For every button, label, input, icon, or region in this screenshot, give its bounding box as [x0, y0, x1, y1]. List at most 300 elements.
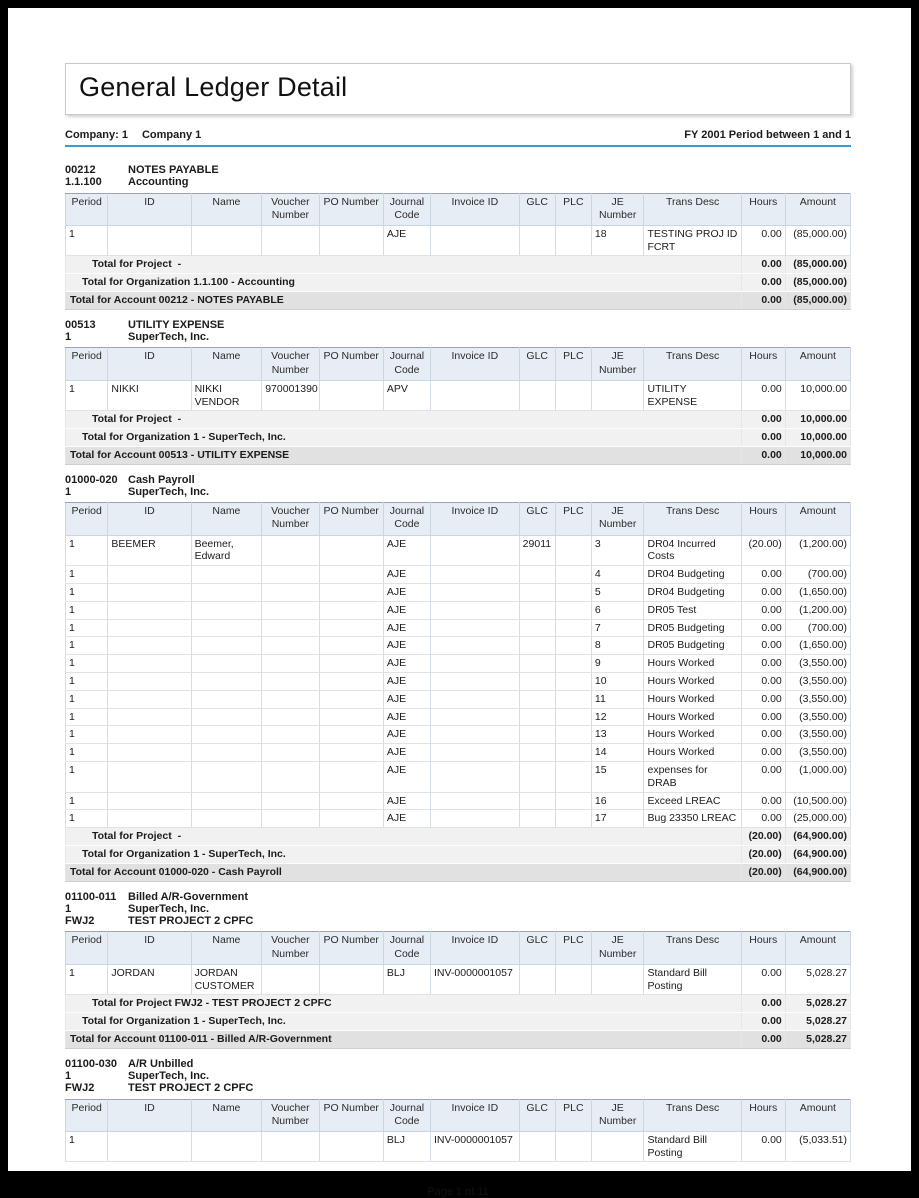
- name-cell: [191, 225, 262, 256]
- voucher-cell: [262, 964, 319, 995]
- column-header-plc: PLC: [555, 193, 591, 225]
- total-label: Total for Organization 1.1.100 - Accounting: [66, 274, 742, 292]
- total-hours: 0.00: [741, 292, 785, 310]
- invoice-cell: [430, 810, 519, 828]
- voucher-cell: [262, 792, 319, 810]
- desc-cell: Standard Bill Posting: [644, 1131, 741, 1162]
- plc-cell: [555, 637, 591, 655]
- period-cell: 1: [66, 566, 108, 584]
- je-cell: 5: [591, 583, 644, 601]
- sections-container: [65, 164, 851, 1162]
- column-header-glc: GLC: [519, 503, 555, 535]
- glc-cell: [519, 964, 555, 995]
- id-cell: [108, 690, 191, 708]
- amount-cell: (5,033.51): [785, 1131, 850, 1162]
- voucher-cell: [262, 761, 319, 792]
- column-header-amount: Amount: [785, 193, 850, 225]
- account-section: [65, 1058, 851, 1163]
- plc-cell: [555, 726, 591, 744]
- account-code: 1: [65, 902, 72, 915]
- column-header-voucher: Voucher Number: [262, 503, 319, 535]
- total-hours: 0.00: [741, 256, 785, 274]
- total-label: Total for Project -: [66, 828, 742, 846]
- po-cell: [319, 708, 383, 726]
- amount-cell: (3,550.00): [785, 726, 850, 744]
- id-cell: [108, 619, 191, 637]
- je-cell: [591, 964, 644, 995]
- period-cell: 1: [66, 1131, 108, 1162]
- invoice-cell: [430, 744, 519, 762]
- journal-cell: BLJ: [383, 964, 430, 995]
- column-header-po: PO Number: [319, 503, 383, 535]
- total-hours: 0.00: [741, 995, 785, 1013]
- column-header-id: ID: [108, 1099, 191, 1131]
- po-cell: [319, 655, 383, 673]
- plc-cell: [555, 225, 591, 256]
- total-row-org: [66, 845, 851, 863]
- je-cell: 17: [591, 810, 644, 828]
- column-header-row: [66, 348, 851, 380]
- po-cell: [319, 601, 383, 619]
- voucher-cell: [262, 566, 319, 584]
- amount-cell: 10,000.00: [785, 380, 850, 411]
- account-name: SuperTech, Inc.: [128, 331, 210, 344]
- ledger-row: [66, 761, 851, 792]
- voucher-cell: [262, 637, 319, 655]
- glc-cell: [519, 708, 555, 726]
- ledger-table: [65, 1099, 851, 1163]
- hours-cell: 0.00: [741, 380, 785, 411]
- ledger-row: [66, 810, 851, 828]
- invoice-cell: [430, 566, 519, 584]
- column-header-name: Name: [191, 932, 262, 964]
- account-name: SuperTech, Inc.: [128, 902, 210, 915]
- account-code: 1: [65, 486, 72, 499]
- column-header-journal: Journal Code: [383, 503, 430, 535]
- voucher-cell: [262, 619, 319, 637]
- amount-cell: (25,000.00): [785, 810, 850, 828]
- plc-cell: [555, 690, 591, 708]
- total-row-account: [66, 292, 851, 310]
- name-cell: [191, 583, 262, 601]
- total-label: Total for Organization 1 - SuperTech, Inc.: [66, 1013, 742, 1031]
- po-cell: [319, 792, 383, 810]
- plc-cell: [555, 535, 591, 566]
- name-cell: [191, 672, 262, 690]
- glc-cell: [519, 225, 555, 256]
- id-cell: [108, 655, 191, 673]
- desc-cell: Hours Worked: [644, 655, 741, 673]
- account-name: UTILITY EXPENSE: [128, 318, 225, 331]
- ledger-row: [66, 1131, 851, 1162]
- ledger-row: [66, 637, 851, 655]
- column-header-hours: Hours: [741, 348, 785, 380]
- hours-cell: 0.00: [741, 225, 785, 256]
- plc-cell: [555, 380, 591, 411]
- total-label: Total for Organization 1 - SuperTech, Inc.: [66, 429, 742, 447]
- desc-cell: Hours Worked: [644, 708, 741, 726]
- id-cell: [108, 637, 191, 655]
- total-label: Total for Account 01100-011 - Billed A/R-Government: [66, 1030, 742, 1048]
- period-cell: 1: [66, 672, 108, 690]
- invoice-cell: [430, 225, 519, 256]
- journal-cell: AJE: [383, 690, 430, 708]
- journal-cell: BLJ: [383, 1131, 430, 1162]
- column-header-period: Period: [66, 932, 108, 964]
- account-name: Billed A/R-Government: [128, 890, 248, 903]
- section-header-line: [65, 1058, 851, 1070]
- account-name: TEST PROJECT 2 CPFC: [128, 915, 254, 928]
- account-code: 00513: [65, 318, 96, 331]
- column-header-amount: Amount: [785, 1099, 850, 1131]
- ledger-row: [66, 744, 851, 762]
- je-cell: 4: [591, 566, 644, 584]
- hours-cell: (20.00): [741, 535, 785, 566]
- total-hours: (20.00): [741, 845, 785, 863]
- column-header-period: Period: [66, 348, 108, 380]
- total-hours: (20.00): [741, 828, 785, 846]
- column-header-row: [66, 503, 851, 535]
- company-label: Company: 1: [65, 129, 128, 141]
- period-cell: 1: [66, 761, 108, 792]
- je-cell: 18: [591, 225, 644, 256]
- desc-cell: Hours Worked: [644, 690, 741, 708]
- name-cell: [191, 726, 262, 744]
- column-header-glc: GLC: [519, 932, 555, 964]
- column-header-desc: Trans Desc: [644, 932, 741, 964]
- glc-cell: [519, 601, 555, 619]
- column-header-period: Period: [66, 503, 108, 535]
- id-cell: [108, 672, 191, 690]
- section-header-line: [65, 164, 851, 176]
- id-cell: [108, 225, 191, 256]
- account-code: FWJ2: [65, 915, 95, 928]
- je-cell: 10: [591, 672, 644, 690]
- name-cell: NIKKI VENDOR: [191, 380, 262, 411]
- id-cell: [108, 566, 191, 584]
- hours-cell: 0.00: [741, 708, 785, 726]
- column-header-desc: Trans Desc: [644, 193, 741, 225]
- column-header-po: PO Number: [319, 1099, 383, 1131]
- ledger-row: [66, 964, 851, 995]
- period-cell: 1: [66, 380, 108, 411]
- journal-cell: AJE: [383, 601, 430, 619]
- hours-cell: 0.00: [741, 690, 785, 708]
- po-cell: [319, 1131, 383, 1162]
- column-header-desc: Trans Desc: [644, 1099, 741, 1131]
- je-cell: 7: [591, 619, 644, 637]
- column-header-id: ID: [108, 193, 191, 225]
- desc-cell: Hours Worked: [644, 744, 741, 762]
- period-cell: 1: [66, 792, 108, 810]
- column-header-glc: GLC: [519, 193, 555, 225]
- total-hours: 0.00: [741, 446, 785, 464]
- je-cell: [591, 1131, 644, 1162]
- company-info: [65, 129, 215, 141]
- total-row-project: [66, 256, 851, 274]
- invoice-cell: [430, 637, 519, 655]
- period-cell: 1: [66, 655, 108, 673]
- section-header: [65, 164, 851, 189]
- name-cell: [191, 619, 262, 637]
- hours-cell: 0.00: [741, 792, 785, 810]
- total-row-project: [66, 828, 851, 846]
- total-amount: (85,000.00): [785, 274, 850, 292]
- section-header-line: [65, 1082, 851, 1094]
- column-header-amount: Amount: [785, 348, 850, 380]
- column-header-plc: PLC: [555, 348, 591, 380]
- voucher-cell: [262, 690, 319, 708]
- plc-cell: [555, 601, 591, 619]
- glc-cell: [519, 726, 555, 744]
- journal-cell: AJE: [383, 566, 430, 584]
- desc-cell: DR04 Incurred Costs: [644, 535, 741, 566]
- account-code: 00212: [65, 164, 96, 176]
- name-cell: [191, 744, 262, 762]
- hours-cell: 0.00: [741, 619, 785, 637]
- amount-cell: (3,550.00): [785, 672, 850, 690]
- voucher-cell: [262, 708, 319, 726]
- desc-cell: DR04 Budgeting: [644, 566, 741, 584]
- amount-cell: (3,550.00): [785, 690, 850, 708]
- plc-cell: [555, 566, 591, 584]
- desc-cell: Hours Worked: [644, 726, 741, 744]
- journal-cell: AJE: [383, 792, 430, 810]
- je-cell: 6: [591, 601, 644, 619]
- column-header-glc: GLC: [519, 1099, 555, 1131]
- name-cell: [191, 566, 262, 584]
- column-header-hours: Hours: [741, 193, 785, 225]
- plc-cell: [555, 672, 591, 690]
- desc-cell: DR05 Budgeting: [644, 637, 741, 655]
- po-cell: [319, 744, 383, 762]
- glc-cell: [519, 583, 555, 601]
- glc-cell: [519, 792, 555, 810]
- column-header-id: ID: [108, 932, 191, 964]
- je-cell: [591, 380, 644, 411]
- invoice-cell: [430, 761, 519, 792]
- voucher-cell: [262, 655, 319, 673]
- journal-cell: AJE: [383, 225, 430, 256]
- desc-cell: Exceed LREAC: [644, 792, 741, 810]
- desc-cell: TESTING PROJ ID FCRT: [644, 225, 741, 256]
- period-cell: 1: [66, 619, 108, 637]
- column-header-voucher: Voucher Number: [262, 193, 319, 225]
- je-cell: 12: [591, 708, 644, 726]
- period-cell: 1: [66, 601, 108, 619]
- journal-cell: AJE: [383, 761, 430, 792]
- id-cell: BEEMER: [108, 535, 191, 566]
- hours-cell: 0.00: [741, 761, 785, 792]
- invoice-cell: [430, 380, 519, 411]
- journal-cell: AJE: [383, 583, 430, 601]
- period-cell: 1: [66, 964, 108, 995]
- column-header-plc: PLC: [555, 1099, 591, 1131]
- account-name: SuperTech, Inc.: [128, 486, 210, 499]
- glc-cell: [519, 690, 555, 708]
- ledger-table: [65, 931, 851, 1048]
- column-header-id: ID: [108, 348, 191, 380]
- je-cell: 16: [591, 792, 644, 810]
- desc-cell: UTILITY EXPENSE: [644, 380, 741, 411]
- account-section: [65, 891, 851, 1049]
- total-row-org: [66, 1013, 851, 1031]
- po-cell: [319, 726, 383, 744]
- voucher-cell: [262, 726, 319, 744]
- column-header-row: [66, 932, 851, 964]
- total-amount: (64,900.00): [785, 863, 850, 881]
- glc-cell: [519, 380, 555, 411]
- plc-cell: [555, 619, 591, 637]
- voucher-cell: [262, 1131, 319, 1162]
- account-code: 1: [65, 331, 72, 344]
- report-page: [8, 8, 911, 1198]
- ledger-row: [66, 655, 851, 673]
- period-range: FY 2001 Period between 1 and 1: [684, 129, 851, 141]
- plc-cell: [555, 792, 591, 810]
- period-cell: 1: [66, 744, 108, 762]
- amount-cell: (3,550.00): [785, 655, 850, 673]
- column-header-name: Name: [191, 348, 262, 380]
- journal-cell: APV: [383, 380, 430, 411]
- je-cell: 3: [591, 535, 644, 566]
- total-hours: 0.00: [741, 1013, 785, 1031]
- account-code: 01100-030: [65, 1057, 117, 1070]
- total-hours: 0.00: [741, 274, 785, 292]
- total-hours: 0.00: [741, 1030, 785, 1048]
- total-amount: 5,028.27: [785, 1030, 850, 1048]
- plc-cell: [555, 761, 591, 792]
- hours-cell: 0.00: [741, 744, 785, 762]
- invoice-cell: [430, 619, 519, 637]
- total-label: Total for Account 00513 - UTILITY EXPENSE: [66, 446, 742, 464]
- period-cell: 1: [66, 726, 108, 744]
- report-title-box: [65, 63, 851, 115]
- id-cell: [108, 601, 191, 619]
- column-header-desc: Trans Desc: [644, 503, 741, 535]
- ledger-row: [66, 380, 851, 411]
- id-cell: [108, 792, 191, 810]
- period-cell: 1: [66, 583, 108, 601]
- ledger-row: [66, 619, 851, 637]
- account-section: [65, 164, 851, 310]
- section-header-line: [65, 1070, 851, 1082]
- account-name: Accounting: [128, 176, 189, 189]
- column-header-po: PO Number: [319, 193, 383, 225]
- account-code: 1: [65, 1070, 72, 1083]
- column-header-invoice: Invoice ID: [430, 503, 519, 535]
- invoice-cell: INV-0000001057: [430, 964, 519, 995]
- po-cell: [319, 566, 383, 584]
- glc-cell: [519, 566, 555, 584]
- glc-cell: [519, 810, 555, 828]
- glc-cell: [519, 1131, 555, 1162]
- name-cell: [191, 601, 262, 619]
- column-header-row: [66, 1099, 851, 1131]
- ledger-row: [66, 583, 851, 601]
- hours-cell: 0.00: [741, 566, 785, 584]
- desc-cell: expenses for DRAB: [644, 761, 741, 792]
- hours-cell: 0.00: [741, 655, 785, 673]
- report-title: General Ledger Detail: [79, 72, 348, 102]
- total-row-project: [66, 995, 851, 1013]
- column-header-name: Name: [191, 193, 262, 225]
- total-hours: 0.00: [741, 429, 785, 447]
- amount-cell: (1,000.00): [785, 761, 850, 792]
- account-code: 01000-020: [65, 473, 118, 486]
- invoice-cell: [430, 726, 519, 744]
- journal-cell: AJE: [383, 535, 430, 566]
- voucher-cell: [262, 583, 319, 601]
- period-cell: 1: [66, 535, 108, 566]
- total-amount: 10,000.00: [785, 446, 850, 464]
- ledger-row: [66, 726, 851, 744]
- total-hours: (20.00): [741, 863, 785, 881]
- voucher-cell: [262, 225, 319, 256]
- column-header-plc: PLC: [555, 932, 591, 964]
- column-header-invoice: Invoice ID: [430, 348, 519, 380]
- total-row-account: [66, 1030, 851, 1048]
- journal-cell: AJE: [383, 637, 430, 655]
- voucher-cell: [262, 601, 319, 619]
- hours-cell: 0.00: [741, 583, 785, 601]
- id-cell: [108, 726, 191, 744]
- column-header-je: JE Number: [591, 1099, 644, 1131]
- column-header-invoice: Invoice ID: [430, 1099, 519, 1131]
- id-cell: [108, 810, 191, 828]
- total-amount: (64,900.00): [785, 828, 850, 846]
- total-row-project: [66, 411, 851, 429]
- name-cell: [191, 708, 262, 726]
- hours-cell: 0.00: [741, 637, 785, 655]
- section-header-line: [65, 915, 851, 927]
- glc-cell: 29011: [519, 535, 555, 566]
- journal-cell: AJE: [383, 672, 430, 690]
- hours-cell: 0.00: [741, 1131, 785, 1162]
- ledger-row: [66, 708, 851, 726]
- name-cell: JORDAN CUSTOMER: [191, 964, 262, 995]
- hours-cell: 0.00: [741, 672, 785, 690]
- invoice-cell: [430, 601, 519, 619]
- total-row-org: [66, 274, 851, 292]
- ledger-row: [66, 566, 851, 584]
- je-cell: 8: [591, 637, 644, 655]
- total-amount: 10,000.00: [785, 411, 850, 429]
- column-header-je: JE Number: [591, 503, 644, 535]
- po-cell: [319, 672, 383, 690]
- po-cell: [319, 535, 383, 566]
- section-header: [65, 1058, 851, 1095]
- company-name: Company 1: [141, 129, 202, 141]
- invoice-cell: [430, 690, 519, 708]
- id-cell: [108, 744, 191, 762]
- amount-cell: (700.00): [785, 566, 850, 584]
- id-cell: JORDAN: [108, 964, 191, 995]
- name-cell: Beemer, Edward: [191, 535, 262, 566]
- name-cell: [191, 792, 262, 810]
- account-code: 01100-011: [65, 890, 117, 903]
- id-cell: [108, 1131, 191, 1162]
- ledger-row: [66, 690, 851, 708]
- amount-cell: (1,650.00): [785, 637, 850, 655]
- period-cell: 1: [66, 690, 108, 708]
- name-cell: [191, 690, 262, 708]
- column-header-name: Name: [191, 1099, 262, 1131]
- id-cell: [108, 583, 191, 601]
- plc-cell: [555, 744, 591, 762]
- column-header-voucher: Voucher Number: [262, 348, 319, 380]
- hours-cell: 0.00: [741, 726, 785, 744]
